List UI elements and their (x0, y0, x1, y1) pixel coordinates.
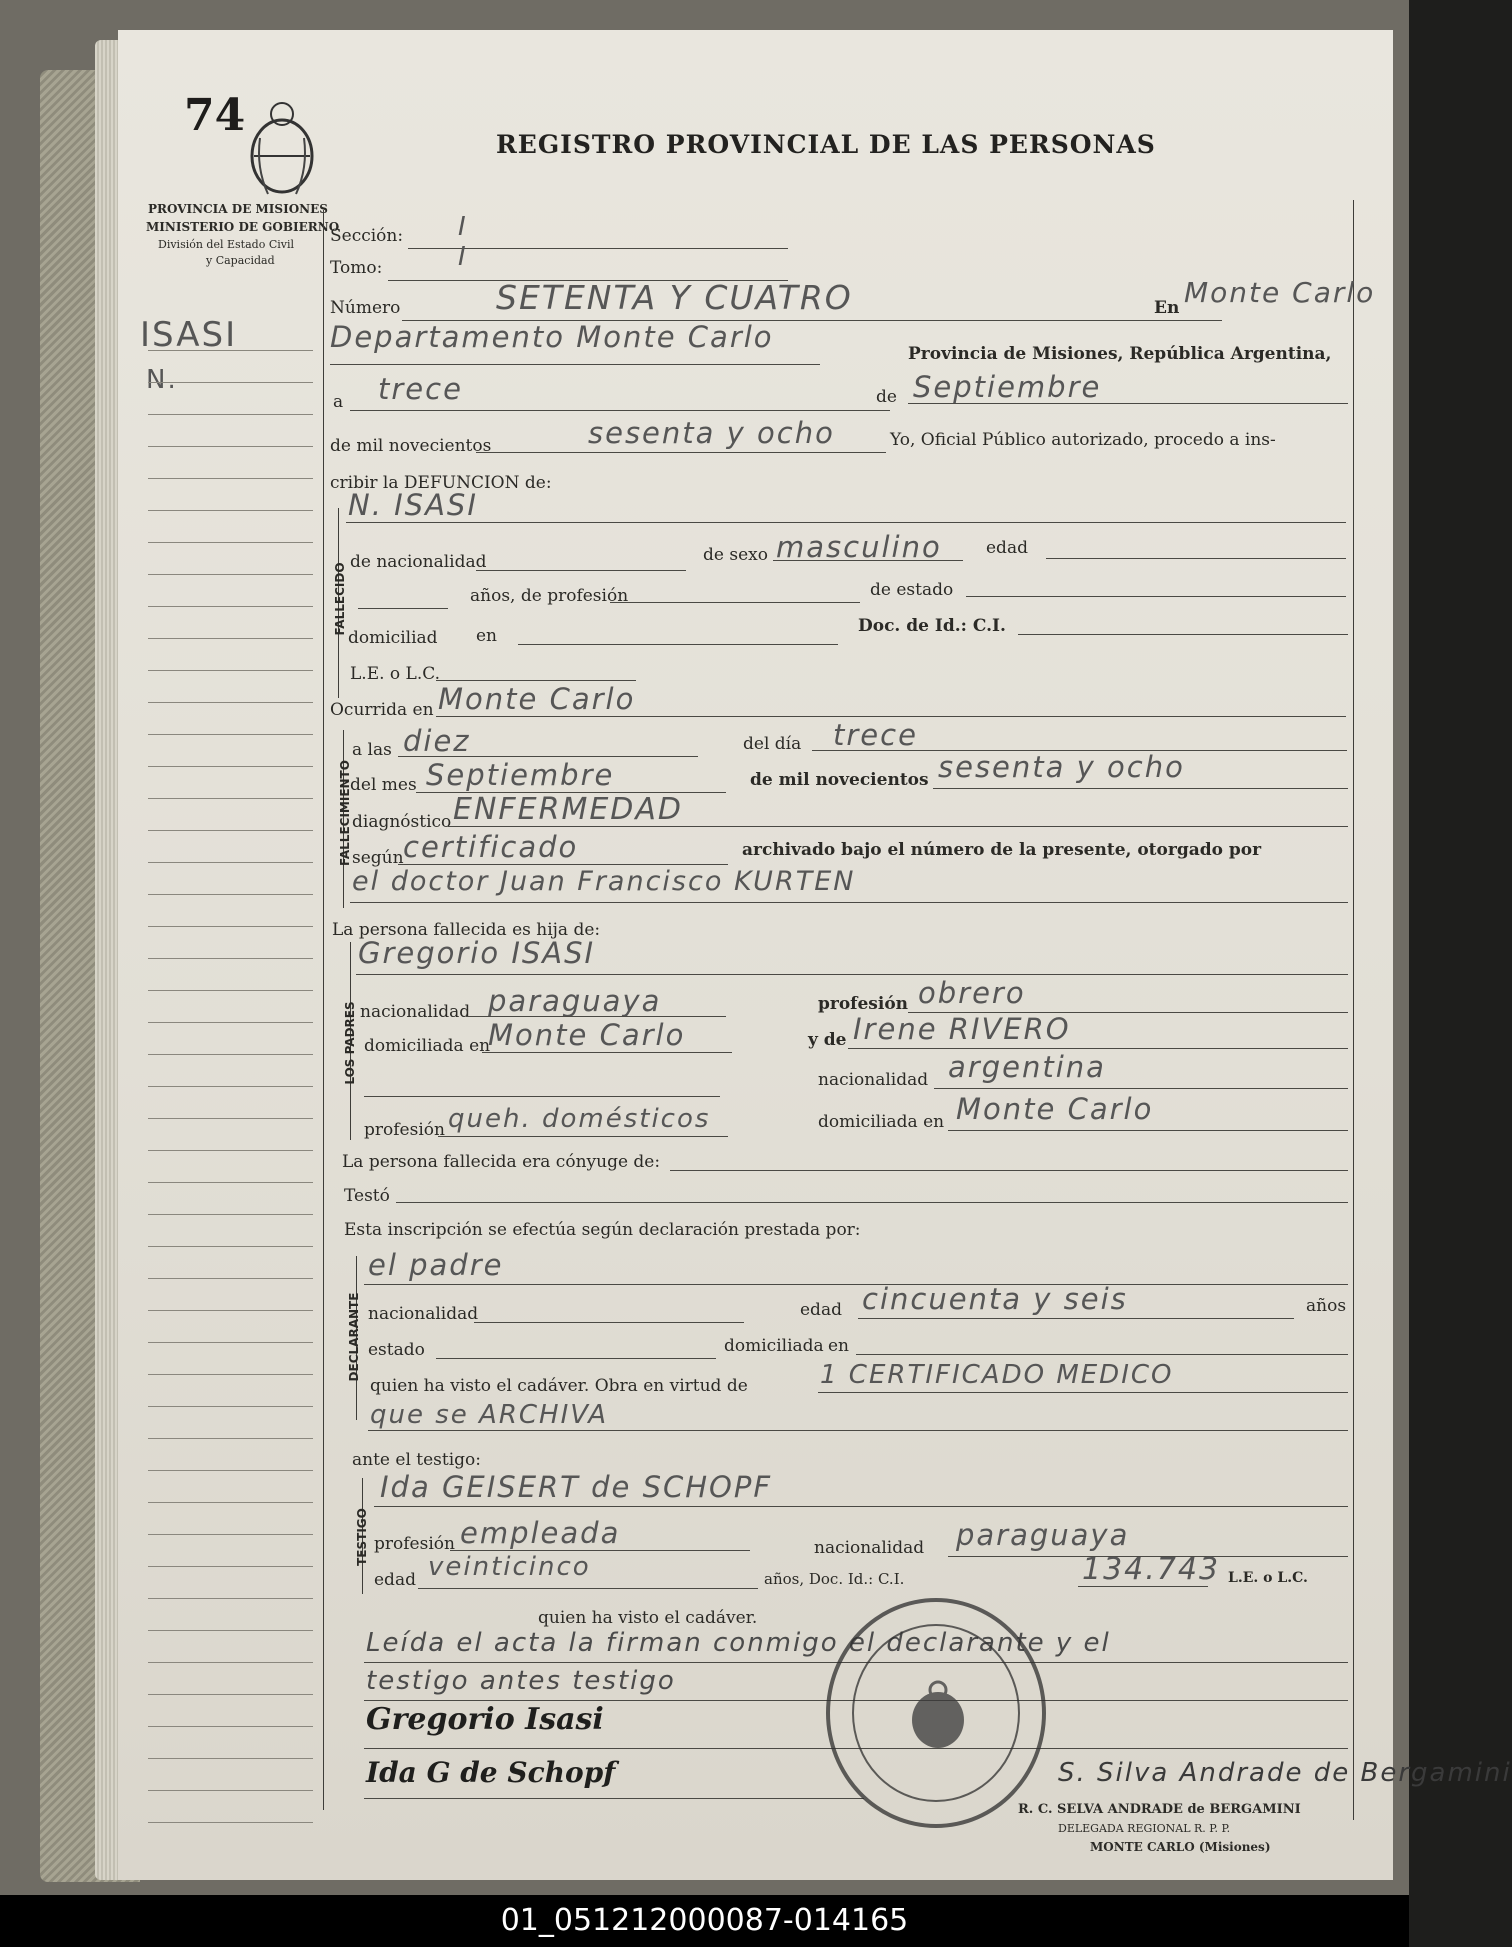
margin-ruled-line (148, 1598, 313, 1599)
madre-nac-label: nacionalidad (818, 1070, 929, 1090)
margin-rule (323, 210, 324, 1810)
margin-ruled-line (148, 958, 313, 959)
de-label: de (876, 387, 897, 407)
del-dia-value: trece (833, 718, 918, 752)
margin-ruled-line (148, 670, 313, 671)
dia-value: trece (378, 372, 463, 406)
margin-ruled-line (148, 1694, 313, 1695)
padre-prof-label: profesión (818, 994, 909, 1014)
decl-estado-label: estado (368, 1340, 425, 1360)
madre-nac-value: argentina (948, 1050, 1106, 1084)
numero-value: SETENTA Y CUATRO (496, 278, 853, 317)
en-label: En (1154, 298, 1180, 318)
margin-ruled-line (148, 1086, 313, 1087)
anos-label: años (1306, 1296, 1347, 1316)
segun-value: certificado (403, 830, 579, 864)
margin-ruled-line (148, 990, 313, 991)
padre-prof-value: obrero (918, 976, 1026, 1010)
decl-edad-value: cincuenta y seis (862, 1282, 1128, 1316)
seal-emblem-icon (902, 1680, 974, 1752)
le-lc-label: L.E. o L.C. (350, 664, 441, 684)
del-mes-value: Septiembre (426, 758, 615, 792)
margin-ruled-line (148, 1406, 313, 1407)
office-line-3: División del Estado Civil (158, 238, 295, 251)
madre-dom-value: Monte Carlo (956, 1092, 1154, 1126)
margin-surname: ISASI (140, 315, 238, 355)
testigo-value: Ida GEISERT de SCHOPF (380, 1470, 773, 1504)
margin-ruled-line (148, 1374, 313, 1375)
signature-official: S. Silva Andrade de Bergamini (1058, 1758, 1512, 1788)
segun-label: según (352, 848, 404, 868)
en-value: Monte Carlo (1184, 276, 1376, 309)
departamento-value: Departamento Monte Carlo (330, 320, 774, 354)
margin-ruled-line (148, 1342, 313, 1343)
del-dia-label: del día (743, 734, 802, 754)
right-rule (1353, 200, 1354, 1820)
margin-ruled-line (148, 1758, 313, 1759)
estado-de-label: de estado (870, 580, 954, 600)
margin-ruled-line (148, 1214, 313, 1215)
stamp-role: DELEGADA REGIONAL R. P. P. (1058, 1822, 1231, 1835)
margin-ruled-line (148, 1246, 313, 1247)
diagnostico-value: ENFERMEDAD (453, 792, 684, 827)
side-fallecimiento: FALLECIMIENTO (338, 760, 352, 866)
signature-witness: Ida G de Schopf (366, 1756, 616, 1789)
nombre-value: N. ISASI (348, 488, 478, 522)
decl-edad-label: edad (800, 1300, 842, 1320)
test-le-label: L.E. o L.C. (1228, 1570, 1308, 1586)
decl-nac-label: nacionalidad (368, 1304, 479, 1324)
margin-ruled-line (148, 510, 313, 511)
side-padres: LOS PADRES (343, 1001, 357, 1085)
otorgado-value: el doctor Juan Francisco KURTEN (352, 866, 856, 897)
margin-ruled-line (148, 1182, 313, 1183)
margin-ruled-line (148, 1822, 313, 1823)
margin-ruled-line (148, 1790, 313, 1791)
declarante-value: el padre (368, 1248, 504, 1282)
obra-value: 1 CERTIFICADO MEDICO (820, 1360, 1174, 1390)
margin-ruled-line (148, 638, 313, 639)
test-doc-label: años, Doc. Id.: C.I. (764, 1570, 905, 1588)
madre-value: Irene RIVERO (853, 1012, 1071, 1046)
madre-dom-label: domiciliada en (818, 1112, 945, 1132)
madre-prof-value: queh. domésticos (448, 1104, 711, 1134)
anio-value: sesenta y ocho (588, 416, 835, 450)
test-ci-value: 134.743 (1082, 1552, 1221, 1587)
margin-ruled-line (148, 830, 313, 831)
mes-value: Septiembre (913, 370, 1102, 404)
tomo-label: Tomo: (330, 258, 383, 278)
visto-label: quien ha visto el cadáver. Obra en virtud de (370, 1376, 748, 1396)
margin-ruled-line (148, 1310, 313, 1311)
diagnostico-label: diagnóstico (352, 812, 452, 832)
margin-ruled-line (148, 894, 313, 895)
cierre-line-1: Leída el acta la firman conmigo el declarante y el (366, 1628, 1111, 1658)
anos-prof-label: años, de profesión (470, 586, 629, 606)
test-prof-label: profesión (374, 1534, 455, 1554)
en-lc-label: en (476, 626, 498, 646)
margin-ruled-line (148, 1150, 313, 1151)
margin-ruled-line (148, 1502, 313, 1503)
decl-en-label: en (828, 1336, 850, 1356)
margin-ruled-line (148, 1022, 313, 1023)
margin-ruled-line (148, 382, 313, 383)
margin-ruled-line (148, 1566, 313, 1567)
test-edad-label: edad (374, 1570, 416, 1590)
side-declarante: DECLARANTE (347, 1292, 361, 1382)
margin-ruled-line (148, 1662, 313, 1663)
numero-label: Número (330, 298, 401, 318)
margin-ruled-line (148, 1534, 313, 1535)
hija-de-label: La persona fallecida es hija de: (332, 920, 601, 940)
sexo-label: de sexo (703, 545, 768, 565)
margin-ruled-line (148, 414, 313, 415)
test-edad-value: veinticinco (428, 1552, 591, 1582)
office-line-1: PROVINCIA DE MISIONES (148, 202, 328, 216)
margin-ruled-line (148, 606, 313, 607)
y-de-label: y de (808, 1030, 847, 1050)
domiciliad-label: domiciliad (348, 628, 438, 648)
decl-dom-label: domiciliada (724, 1336, 824, 1356)
margin-ruled-line (148, 350, 313, 351)
sexo-value: masculino (776, 530, 942, 564)
margin-ruled-line (148, 1278, 313, 1279)
ocurrida-label: Ocurrida en (330, 700, 434, 720)
a-las-label: a las (352, 740, 392, 760)
stamp-place: MONTE CARLO (Misiones) (1090, 1840, 1271, 1854)
anio2-value: sesenta y ocho (938, 750, 1185, 784)
mil-nov2-label: de mil novecientos (750, 770, 929, 790)
signature-father: Gregorio Isasi (366, 1702, 604, 1737)
side-fallecido: FALLECIDO (333, 562, 347, 636)
margin-ruled-line (148, 862, 313, 863)
coat-of-arms-icon (246, 98, 318, 198)
register-page (118, 30, 1512, 1880)
cierre-line-2: testigo antes testigo (366, 1666, 676, 1696)
testo-label: Testó (344, 1186, 390, 1206)
madre-prof-label: profesión (364, 1120, 445, 1140)
padre-nac-value: paraguaya (488, 984, 662, 1018)
document-id: 01_051212000087-014165 (500, 1903, 909, 1938)
seccion-label: Sección: (330, 226, 404, 246)
margin-ruled-line (148, 766, 313, 767)
test-nac-label: nacionalidad (814, 1538, 925, 1558)
test-prof-value: empleada (460, 1516, 621, 1550)
margin-ruled-line (148, 1438, 313, 1439)
tomo-value: I (458, 242, 468, 272)
padre-value: Gregorio ISASI (358, 936, 596, 970)
margin-ruled-line (148, 478, 313, 479)
del-mes-label: del mes (350, 775, 417, 795)
nacionalidad-de-label: de nacionalidad (350, 552, 487, 572)
margin-given: N. (146, 365, 178, 395)
page-number: 74 (184, 90, 246, 141)
archivado-label: archivado bajo el número de la presente, otorgado por (742, 840, 1262, 860)
yo-oficial-label: Yo, Oficial Público autorizado, procedo a ins- (890, 430, 1276, 450)
margin-ruled-line (148, 1054, 313, 1055)
margin-ruled-line (148, 926, 313, 927)
a-label: a (333, 392, 344, 412)
margin-ruled-line (148, 446, 313, 447)
office-line-2: MINISTERIO DE GOBIERNO (146, 220, 340, 234)
margin-ruled-line (148, 1726, 313, 1727)
office-line-4: y Capacidad (206, 254, 275, 267)
margin-ruled-line (148, 798, 313, 799)
padre-dom-label: domiciliada en (364, 1036, 491, 1056)
margin-ruled-line (148, 1470, 313, 1471)
padre-dom-value: Monte Carlo (488, 1018, 686, 1052)
ocurrida-value: Monte Carlo (438, 682, 636, 716)
obra2-value: que se ARCHIVA (370, 1400, 609, 1430)
margin-ruled-line (148, 1630, 313, 1631)
cribir-label: cribir la DEFUNCION de: (330, 473, 552, 493)
seccion-value: I (458, 212, 468, 242)
official-seal (826, 1598, 1046, 1828)
margin-ruled-line (148, 542, 313, 543)
stamp-name: R. C. SELVA ANDRADE de BERGAMINI (1018, 1802, 1301, 1817)
test-visto-label: quien ha visto el cadáver. (538, 1608, 758, 1628)
ante-label: ante el testigo: (352, 1450, 482, 1470)
edad-label: edad (986, 538, 1028, 558)
inscripcion-label: Esta inscripción se efectúa según declaración prestada por: (344, 1220, 861, 1240)
padre-nac-label: nacionalidad (360, 1002, 471, 1022)
conyuge-label: La persona fallecida era cónyuge de: (342, 1152, 661, 1172)
page-title: REGISTRO PROVINCIAL DE LAS PERSONAS (496, 130, 1156, 159)
margin-ruled-line (148, 734, 313, 735)
provincia-label: Provincia de Misiones, República Argentina, (908, 344, 1332, 364)
margin-ruled-line (148, 1118, 313, 1119)
mil-nov-label: de mil novecientos (330, 436, 492, 456)
side-testigo: TESTIGO (355, 1508, 369, 1566)
margin-ruled-line (148, 702, 313, 703)
test-nac-value: paraguaya (956, 1518, 1130, 1552)
margin-ruled-line (148, 574, 313, 575)
hora-value: diez (403, 724, 471, 758)
doc-label: Doc. de Id.: C.I. (858, 616, 1006, 636)
